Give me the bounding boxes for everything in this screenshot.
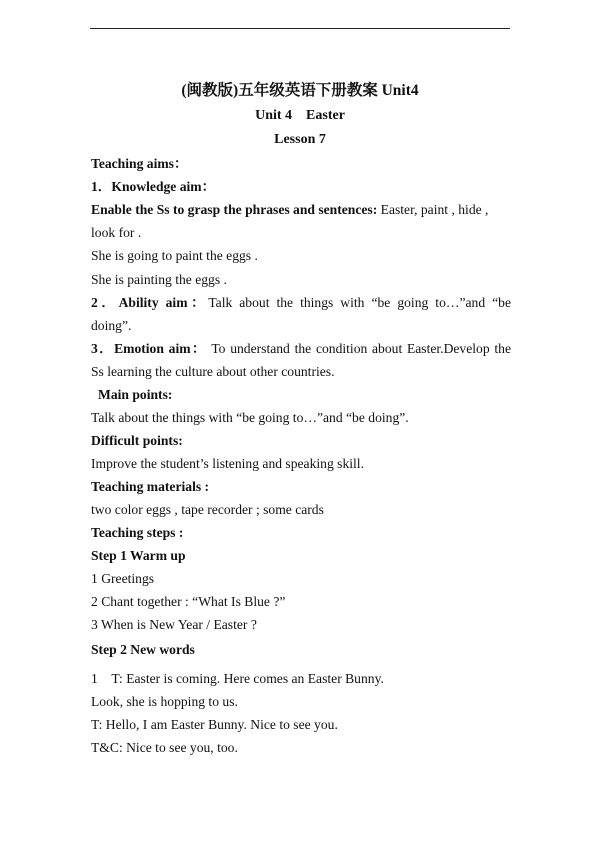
ability-aim-line xyxy=(91,295,511,311)
knowledge-aim-line xyxy=(91,202,511,218)
emotion-aim-line xyxy=(91,341,511,357)
step1-heading: Step 1 Warm up xyxy=(91,548,186,563)
teaching-materials-heading: Teaching materials : xyxy=(91,479,210,494)
step1-item: 2 Chant together : “What Is Blue ?” xyxy=(91,594,286,609)
step2-line: T&C: Nice to see you, too. xyxy=(91,740,238,755)
step1-item: 3 When is New Year / Easter ? xyxy=(91,617,257,632)
difficult-points-text: Improve the student’s listening and speaking skill. xyxy=(91,456,364,471)
sentence-2: She is painting the eggs . xyxy=(91,272,227,287)
knowledge-aim-text: Easter, paint , hide , xyxy=(377,202,489,217)
knowledge-aim-cont: look for . xyxy=(91,225,142,240)
knowledge-aim-heading: 1．Knowledge aim： xyxy=(91,179,216,194)
ability-aim-text: Talk about the things with “be going to…”and “be xyxy=(208,295,511,310)
teaching-steps-heading: Teaching steps : xyxy=(91,525,184,540)
unit-heading: Unit 4 Easter xyxy=(255,108,345,123)
step2-line: Look, she is hopping to us. xyxy=(91,694,238,709)
main-points-heading: Main points: xyxy=(98,387,173,402)
emotion-aim-heading: 3．Emotion aim： xyxy=(91,341,207,356)
header-rule xyxy=(90,28,510,29)
ability-aim-cont: doing”. xyxy=(91,318,132,333)
difficult-points-heading: Difficult points: xyxy=(91,433,183,448)
lesson-heading: Lesson 7 xyxy=(274,132,326,147)
step2-heading: Step 2 New words xyxy=(91,642,195,657)
step2-line: 1 T: Easter is coming. Here comes an Easter Bunny. xyxy=(91,671,384,686)
document-title: (闽教版)五年级英语下册教案 Unit4 xyxy=(181,82,419,99)
ability-aim-heading: 2．Ability aim： xyxy=(91,295,209,310)
knowledge-aim-bold: Enable the Ss to grasp the phrases and sentences: xyxy=(91,202,378,217)
main-points-text: Talk about the things with “be going to…”and “be doing”. xyxy=(91,410,409,425)
step2-line: T: Hello, I am Easter Bunny. Nice to see you. xyxy=(91,717,338,732)
emotion-aim-text: To understand the condition about Easter.Develop the xyxy=(206,341,511,356)
step1-item: 1 Greetings xyxy=(91,571,155,586)
emotion-aim-cont: Ss learning the culture about other countries. xyxy=(91,364,335,379)
sentence-1: She is going to paint the eggs . xyxy=(91,248,258,263)
teaching-aims-heading: Teaching aims： xyxy=(91,156,188,171)
teaching-materials-text: two color eggs , tape recorder ; some cards xyxy=(91,502,324,517)
